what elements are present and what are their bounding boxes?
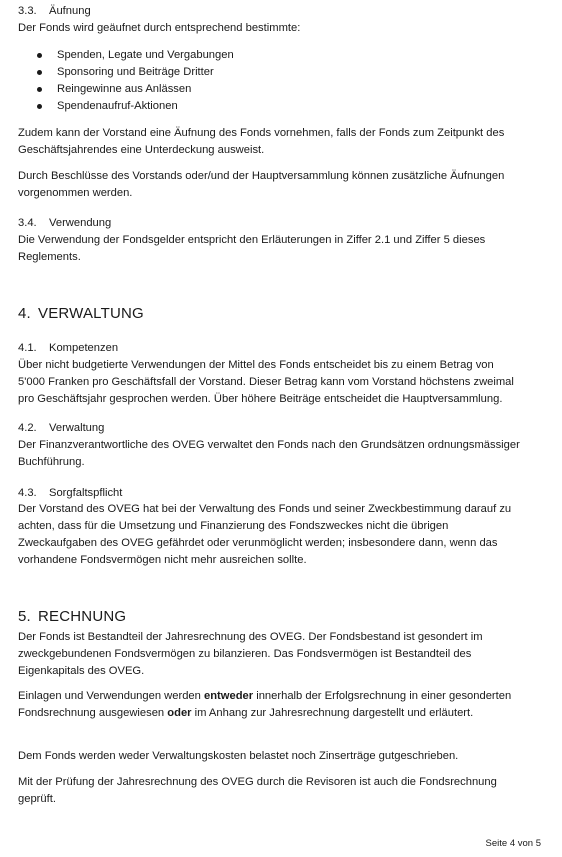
- subheading-3-4: [18, 215, 111, 232]
- bullet-icon: [37, 70, 42, 75]
- paragraph-line: Der Finanzverantwortliche des OVEG verwaltet den Fonds nach den Grundsätzen ordnungsmässiger: [18, 439, 520, 451]
- bullet-icon: [37, 87, 42, 92]
- paragraph-line: Dem Fonds werden weder Verwaltungskosten belastet noch Zinserträge gutgeschrieben.: [18, 750, 459, 762]
- section-title: VERWALTUNG: [38, 305, 144, 322]
- paragraph-line: Mit der Prüfung der Jahresrechnung des OVEG durch die Revisoren ist auch die Fondsrechnung: [18, 776, 497, 788]
- subheading-number: 4.3.: [18, 487, 37, 499]
- bullet-icon: [37, 53, 42, 58]
- paragraph-line: 5'000 Franken pro Geschäftsfall der Vorstand. Dieser Betrag kann vom Vorstand höchstens zweimal: [18, 376, 514, 388]
- paragraph-line: vorgenommen werden.: [18, 187, 133, 199]
- subheading-number: 4.1.: [18, 342, 37, 354]
- section-number: 5.: [18, 608, 31, 625]
- paragraph-line: Der Vorstand des OVEG hat bei der Verwaltung des Fonds und seiner Zweckbestimmung darauf zu: [18, 503, 512, 515]
- paragraph-line: Zudem kann der Vorstand eine Äufnung des Fonds vornehmen, falls der Fonds zum Zeitpunkt des: [18, 127, 505, 139]
- paragraph-line: Über nicht budgetierte Verwendungen der Mittel des Fonds entscheidet bis zu einem Betrag von: [18, 359, 494, 371]
- paragraph-line: Einlagen und Verwendungen werden entweder innerhalb der Erfolgsrechnung in einer gesonderten: [18, 690, 512, 702]
- paragraph-line: vorhandene Fondsvermögen nicht mehr ausreichen sollte.: [18, 554, 307, 566]
- subheading-4-2: [18, 420, 104, 437]
- paragraph-line: Durch Beschlüsse des Vorstands oder/und der Hauptversammlung können zusätzliche Äufnungen: [18, 170, 505, 182]
- paragraph-line: Reglements.: [18, 251, 81, 263]
- page-number: Seite 4 von 5: [485, 838, 541, 849]
- paragraph-line: achten, dass für die Umsetzung und Finanzierung des Fondszweckes nicht die übrigen: [18, 520, 449, 532]
- paragraph-line: Fondsrechnung ausgewiesen oder im Anhang zur Jahresrechnung dargestellt und erläutert.: [18, 707, 474, 719]
- subheading-title: Äufnung: [49, 5, 91, 17]
- subheading-number: 3.4.: [18, 217, 37, 229]
- subheading-number: 3.3.: [18, 5, 37, 17]
- paragraph-line: Der Fonds wird geäufnet durch entsprechend bestimmte:: [18, 22, 301, 34]
- paragraph-line: pro Geschäftsjahr gesprochen werden. Über höhere Beiträge entscheidet die Hauptversammlung.: [18, 393, 503, 405]
- paragraph-line: Eigenkapitals des OVEG.: [18, 665, 145, 677]
- subheading-3-3: [18, 3, 91, 20]
- subheading-title: Verwaltung: [49, 422, 105, 434]
- section-title: RECHNUNG: [38, 608, 127, 625]
- paragraph-line: Buchführung.: [18, 456, 85, 468]
- subheading-title: Verwendung: [49, 217, 112, 229]
- emphasis: oder: [167, 707, 192, 719]
- paragraph-line: zweckgebundenen Fondsvermögen zu bilanzieren. Das Fondsvermögen ist Bestandteil des: [18, 648, 472, 660]
- paragraph-line: Die Verwendung der Fondsgelder entspricht den Erläuterungen in Ziffer 2.1 und Ziffer 5 dieses: [18, 234, 486, 246]
- subheading-4-1: [18, 340, 118, 357]
- emphasis: entweder: [203, 690, 254, 702]
- paragraph-line: geprüft.: [18, 793, 56, 805]
- subheading-number: 4.2.: [18, 422, 37, 434]
- section-number: 4.: [18, 305, 31, 322]
- subheading-4-3: [18, 485, 122, 502]
- paragraph-line: Geschäftsjahrendes eine Unterdeckung ausweist.: [18, 144, 265, 156]
- section-heading-4: [18, 304, 144, 324]
- subheading-title: Sorgfaltspflicht: [49, 487, 123, 499]
- paragraph-line: Zweckaufgaben des OVEG gefährdet oder verunmöglicht werden; insbesondere dann, wenn das: [18, 537, 498, 549]
- paragraph-line: Der Fonds ist Bestandteil der Jahresrechnung des OVEG. Der Fondsbestand ist gesondert im: [18, 631, 483, 643]
- section-heading-5: [18, 607, 126, 627]
- bullet-icon: [37, 104, 42, 109]
- subheading-title: Kompetenzen: [49, 342, 119, 354]
